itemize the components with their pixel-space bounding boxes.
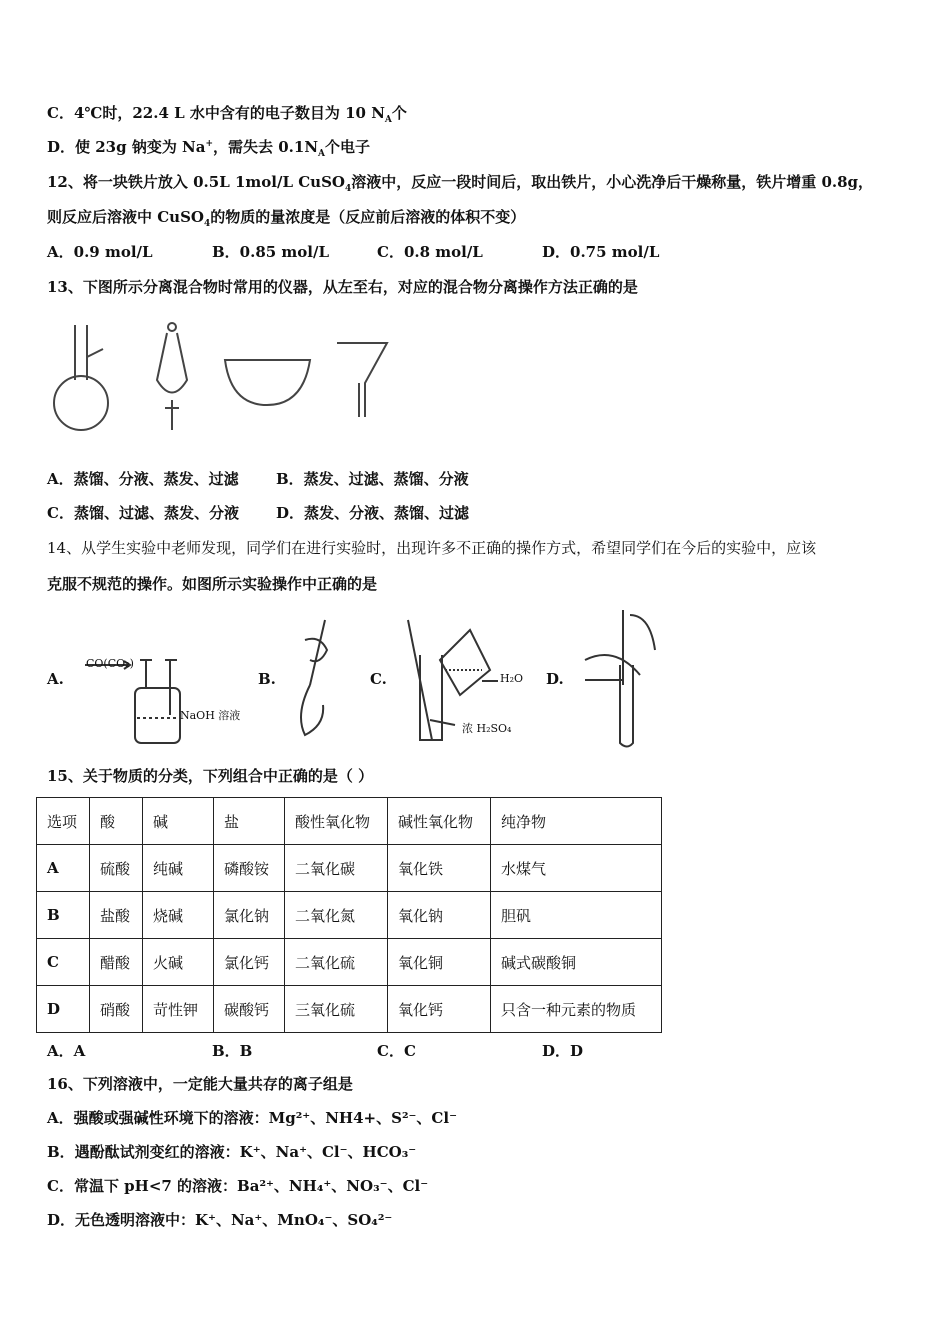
text: ，需失去 0.1N [213, 138, 319, 156]
q14-stem-line1: 14、从学生实验中老师发现，同学们在进行实验时，出现许多不正确的操作方式，希望同学们在今后的实验中，应该 [47, 539, 817, 557]
cell: A [37, 845, 90, 892]
acid-label: 浓 H₂SO₄ [462, 722, 512, 735]
classification-table [36, 797, 662, 1033]
q13-option-c[interactable]: C．蒸馏、过滤、蒸发、分液 [47, 504, 239, 522]
q12-option-b[interactable]: B．0.85 mol/L [212, 243, 330, 261]
q12-option-a[interactable]: A．0.9 mol/L [47, 243, 153, 261]
q12-option-d[interactable]: D．0.75 mol/L [542, 243, 660, 261]
hand-holding-tube-icon [285, 615, 355, 750]
header-cell: 酸 [90, 798, 143, 845]
cell: 氧化铜 [388, 939, 491, 986]
cell: 醋酸 [90, 939, 143, 986]
table-row [37, 845, 662, 892]
separation-apparatus-figure [45, 305, 395, 440]
cell: 二氧化碳 [285, 845, 388, 892]
q13-stem: 13、下图所示分离混合物时常用的仪器，从左至右，对应的混合物分离操作方法正确的是 [47, 278, 638, 296]
q11-option-d[interactable] [47, 136, 370, 159]
water-label: H₂O [500, 672, 524, 685]
text: 4 [203, 219, 211, 229]
cell: 碱式碳酸铜 [491, 939, 662, 986]
cell: 二氧化硫 [285, 939, 388, 986]
funnel-icon [337, 343, 387, 417]
q16-option-b[interactable]: B．遇酚酞试剂变红的溶液：K⁺、Na⁺、Cl⁻、HCO₃⁻ [47, 1143, 417, 1161]
cell: 氯化钙 [214, 939, 285, 986]
cell: 火碱 [143, 939, 214, 986]
table-row [37, 986, 662, 1033]
cell: 苛性钾 [143, 986, 214, 1033]
table-header-row [37, 798, 662, 845]
text: 个 [391, 104, 407, 122]
naoh-label: NaOH 溶液 [180, 709, 241, 722]
cell: C [37, 939, 90, 986]
q12-stem-line1 [47, 171, 873, 194]
cell: 氧化钠 [388, 892, 491, 939]
text: 个电子 [325, 138, 371, 156]
cell: 只含一种元素的物质 [491, 986, 662, 1033]
cell: 硝酸 [90, 986, 143, 1033]
cell: 三氧化硫 [285, 986, 388, 1033]
gas-label: CO(CO₂) [86, 657, 134, 670]
cell: 磷酸铵 [214, 845, 285, 892]
q13-option-b[interactable]: B．蒸发、过滤、蒸馏、分液 [276, 470, 469, 488]
cell: 氧化铁 [388, 845, 491, 892]
cell: 碳酸钙 [214, 986, 285, 1033]
cell: 盐酸 [90, 892, 143, 939]
dropper-test-tube-icon [575, 605, 675, 750]
q16-option-a[interactable]: A．强酸或强碱性环境下的溶液：Mg²⁺、NH4+、S²⁻、Cl⁻ [47, 1109, 457, 1127]
header-cell: 纯净物 [491, 798, 662, 845]
q14-stem-line2: 克服不规范的操作。如图所示实验操作中正确的是 [47, 575, 378, 593]
q14-option-d[interactable]: D. [546, 670, 564, 688]
text: 的物质的量浓度是（反应前后溶液的体积不变） [210, 208, 526, 226]
q12-stem-line2 [47, 206, 525, 229]
text: 则反应后溶液中 CuSO [47, 208, 204, 226]
header-cell: 碱 [143, 798, 214, 845]
header-cell: 酸性氧化物 [285, 798, 388, 845]
q12-option-c[interactable]: C．0.8 mol/L [377, 243, 483, 261]
text: 溶液中，反应一段时间后，取出铁片，小心洗净后干燥称量，铁片增重 0.8g， [351, 173, 874, 191]
cell: 硫酸 [90, 845, 143, 892]
q16-option-c[interactable]: C．常温下 pH<7 的溶液：Ba²⁺、NH₄⁺、NO₃⁻、Cl⁻ [47, 1177, 429, 1195]
q15-option-b[interactable]: B．B [212, 1042, 253, 1060]
cell: 氯化钠 [214, 892, 285, 939]
q14-option-b[interactable]: B. [258, 670, 276, 688]
q15-option-d[interactable]: D．D [542, 1042, 584, 1060]
header-cell: 碱性氧化物 [388, 798, 491, 845]
cell: D [37, 986, 90, 1033]
cell: 二氧化氮 [285, 892, 388, 939]
distillation-flask-icon [54, 325, 108, 430]
text: D．使 23g 钠变为 Na [47, 138, 206, 156]
q11-option-c[interactable] [47, 102, 407, 125]
q15-option-a[interactable]: A．A [47, 1042, 86, 1060]
q16-stem: 16、下列溶液中，一定能大量共存的离子组是 [47, 1075, 353, 1093]
text: 4 [344, 184, 352, 194]
q14-option-a[interactable]: A. [47, 670, 64, 688]
cell: 氧化钙 [388, 986, 491, 1033]
text: + [205, 139, 214, 149]
evaporating-dish-icon [225, 360, 310, 405]
header-cell: 盐 [214, 798, 285, 845]
text: C．4℃时，22.4 L 水中含有的电子数目为 10 N [47, 104, 385, 122]
q13-option-a[interactable]: A．蒸馏、分液、蒸发、过滤 [47, 470, 239, 488]
q15-stem: 15、关于物质的分类，下列组合中正确的是（ ） [47, 767, 374, 785]
table-row [37, 892, 662, 939]
q13-option-d[interactable]: D．蒸发、分液、蒸馏、过滤 [276, 504, 470, 522]
cell: 烧碱 [143, 892, 214, 939]
text: 12、将一块铁片放入 0.5L 1mol/L CuSO [47, 173, 345, 191]
separatory-funnel-icon [157, 323, 187, 430]
q16-option-d[interactable]: D．无色透明溶液中：K⁺、Na⁺、MnO₄⁻、SO₄²⁻ [47, 1211, 393, 1229]
cell: 纯碱 [143, 845, 214, 892]
header-cell: 选项 [37, 798, 90, 845]
table-row [37, 939, 662, 986]
cell: B [37, 892, 90, 939]
text: A [384, 115, 392, 125]
cell: 水煤气 [491, 845, 662, 892]
cell: 胆矾 [491, 892, 662, 939]
text: A [318, 149, 326, 159]
q15-option-c[interactable]: C．C [377, 1042, 416, 1060]
q14-option-c[interactable]: C. [370, 670, 387, 688]
